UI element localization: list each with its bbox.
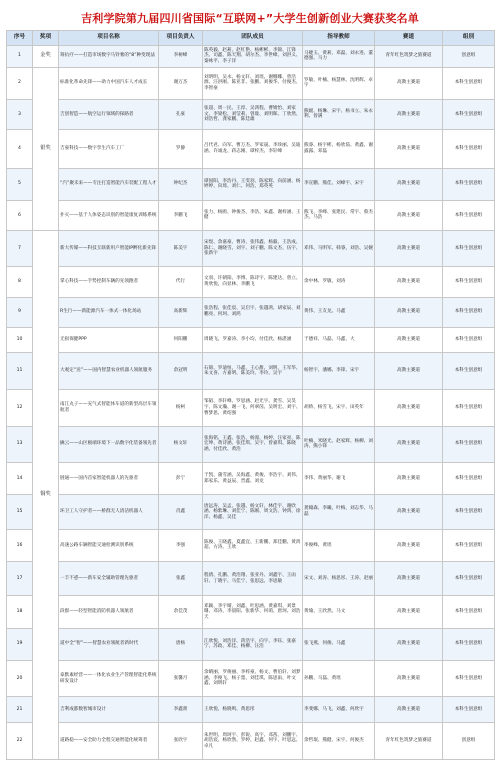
cell-members: 张力、杨鸥、钟俊杰、李浩、朱鑫、谢梓涵、王健 bbox=[203, 200, 303, 230]
cell-advisor: 于德祥、马磊、马鑫、大 bbox=[303, 327, 375, 353]
table-row bbox=[7, 99, 495, 129]
cell-no: 18 bbox=[7, 596, 33, 628]
cell-track: 高教主赛道 bbox=[375, 267, 443, 297]
cell-advisor: 马婕玉、黄莉、邓磊、刘永进、董德强、马力 bbox=[303, 46, 375, 68]
header-members: 团队成员 bbox=[203, 31, 303, 46]
page-title: 吉利学院第九届四川省国际“互联网+”大学生创新创业大赛获奖名单 bbox=[81, 12, 419, 25]
cell-track: 青年红色筑梦之旅赛道 bbox=[375, 723, 443, 760]
cell-members: 唐远涛、吴孟、张越、杨文轩、林佳宇、谢欣涵、杨紫琳、刘佳宁、陈刚、周文浩、钟鸿、徐洋、杨鑫、吴佳 bbox=[203, 495, 303, 529]
cell-members: 朱世明、周珂宇、彭锐、高宇、邓茜、刘鹏宇、胡浩宸、杨欣然、罗婷、赵鑫、何宇、叶思远、卓凡 bbox=[203, 723, 303, 760]
cell-project: 吉豪科技——数字孪生汽车工厂 bbox=[59, 129, 159, 168]
cell-project: 泰默素经营——一体化农业生产管理智能化系统研发设计 bbox=[59, 660, 159, 697]
cell-track: 高教主赛道 bbox=[375, 495, 443, 529]
table-row bbox=[7, 46, 495, 68]
cell-group: 本科生创意组 bbox=[443, 297, 495, 327]
cell-advisor: 黄伟、王友龙、马鑫 bbox=[303, 297, 375, 327]
cell-track: 高教主赛道 bbox=[375, 463, 443, 495]
cell-project: 新大传媒——科技互联新用户智能IP孵化新先锋 bbox=[59, 230, 159, 267]
cell-members: 于凯、蒲雪涵、吴海鑫、黄俊、李浩宇、刘伟、郑家乐、黄益辰、晋鑫、刘龙 bbox=[203, 463, 303, 495]
cell-group: 本科生创意组 bbox=[443, 697, 495, 723]
cell-group: 本科生创意组 bbox=[443, 230, 495, 267]
cell-award: 金奖 bbox=[33, 46, 59, 68]
table-row bbox=[7, 353, 495, 390]
cell-members: 周晓飞、罗嘉涛、李小均、付佳欣、杨湛涵 bbox=[203, 327, 303, 353]
cell-track: 高教主赛道 bbox=[375, 297, 443, 327]
cell-group: 本科生创意组 bbox=[443, 561, 495, 595]
cell-no: 11 bbox=[7, 353, 33, 390]
cell-group: 本科生创意组 bbox=[443, 327, 495, 353]
cell-advisor: 叶楠、米晓光、赵家辉、杨柳、刘涛、熊小锋 bbox=[303, 426, 375, 463]
cell-track: 高教主赛道 bbox=[375, 230, 443, 267]
cell-group: 本科生创意组 bbox=[443, 628, 495, 660]
cell-track: 高教主赛道 bbox=[375, 529, 443, 561]
cell-no: 20 bbox=[7, 660, 33, 697]
cell-advisor: 李伟、黄丽华、谢飞 bbox=[303, 463, 375, 495]
cell-advisor: 张飞燕、何俊、马鑫 bbox=[303, 628, 375, 660]
cell-advisor: 罗敏、叶楠、杨慧林、沈明辉、卓宇 bbox=[303, 67, 375, 99]
cell-advisor: 熊媛、杨琳、宋宇、杨书立、朱永利、曾满 bbox=[303, 99, 375, 129]
cell-track: 高教主赛道 bbox=[375, 426, 443, 463]
cell-leader: 李鹏飞 bbox=[159, 200, 203, 230]
cell-no: 16 bbox=[7, 529, 33, 561]
cell-members: 陈英毅、赵莉、赵红艳、杨彬彬、李锦、江锋杰、司鑫、陈天翔、胡尔杰、李世峰、刘洪义、秦咏平、李子洋 bbox=[203, 46, 303, 68]
table-row bbox=[7, 660, 495, 697]
cell-no: 9 bbox=[7, 297, 33, 327]
cell-group: 本科生创意组 bbox=[443, 389, 495, 426]
cell-members: 谭国阳、李浩丹、王雯羽、陈家辉、向前涵、杨婷婷、向琦、刘仁、何浩、郑英英 bbox=[203, 168, 303, 200]
cell-project: 段群——轻型智能消防机器人领航者 bbox=[59, 596, 159, 628]
cell-members: 宋煜、余嘉豪、曹涛、张伟鑫、杨毅、王浩成、陈仁、谢晓雪、刘宇、刘子鹏、陈文杰、伍宇、张新宇 bbox=[203, 230, 303, 267]
cell-track: 高教主赛道 bbox=[375, 168, 443, 200]
cell-members: 刘明明、吴永、杨文轩、刘瑶、谢娜娜、曾浩源、汪洪刚、陈亚非、张鹏、刘俊华、付俊杰、李智豪 bbox=[203, 67, 303, 99]
cell-members: 张海铭、王鑫、张浩、杨漫、杨婷、汪家亮、陈宏坤、黄诗涵、张佳琪、吴宇、曾嘉琪、陈晓涵、付佳欣、黄浩 bbox=[203, 426, 303, 463]
cell-project: R生行——新能源汽车一体式一体化场站 bbox=[59, 297, 159, 327]
cell-leader: 余冠明 bbox=[159, 353, 203, 390]
cell-group: 本科生创意组 bbox=[443, 67, 495, 99]
cell-leader: 肖鑫 bbox=[159, 495, 203, 529]
cell-project: 筹抗疗——打造市场数字马铃薯的“8”种变现法 bbox=[59, 46, 159, 68]
cell-leader: 陈美宇 bbox=[159, 230, 203, 267]
cell-track: 高教主赛道 bbox=[375, 596, 443, 628]
cell-group: 本科生创意组 bbox=[443, 267, 495, 297]
cell-project: 吉利成都数智城市设计 bbox=[59, 697, 159, 723]
cell-no: 2 bbox=[7, 67, 33, 99]
cell-advisor: 宋文、刘涛、杨思彤、王涛、赵丽 bbox=[303, 561, 375, 595]
cell-track: 高教主赛道 bbox=[375, 99, 443, 129]
cell-no: 10 bbox=[7, 327, 33, 353]
award-table bbox=[6, 30, 495, 760]
cell-no: 5 bbox=[7, 168, 33, 200]
cell-members: 程倩、孔鹏、黄浩翔、张亚丹、刘鑫宇、王雨轩、丁晓宇、马佳宁、张思远、李思敏 bbox=[203, 561, 303, 595]
cell-members: 石锦、罗迪恒、马鑫、王心甜、刘明、王军华、朱文喜、方嘉明、陈美玲、李玲、吴宇 bbox=[203, 353, 303, 390]
cell-project: 擒云——山区极端环境下一品数字化装备领先者 bbox=[59, 426, 159, 463]
cell-leader: 余佳茂 bbox=[159, 596, 203, 628]
cell-no: 6 bbox=[7, 200, 33, 230]
cell-advisor: 熊飞、李峰、张建民、常宇、蔡杰杰、马浩 bbox=[303, 200, 375, 230]
table-row bbox=[7, 529, 495, 561]
cell-no: 22 bbox=[7, 723, 33, 760]
cell-leader: 李强 bbox=[159, 529, 203, 561]
cell-project: 南江丸子——充气式智能体车道的新型高层车领航者 bbox=[59, 389, 159, 426]
cell-no: 15 bbox=[7, 495, 33, 529]
cell-members: 文羽、许朝阳、李博、陈诗宇、陈建达、曾立、黄欣悦、向显林、李鹏飞 bbox=[203, 267, 303, 297]
cell-no: 13 bbox=[7, 426, 33, 463]
cell-track: 高教主赛道 bbox=[375, 697, 443, 723]
cell-award: 铜奖 bbox=[33, 230, 59, 759]
cell-advisor: 邓伟、马明军、韩睿、刘浩、吴婉 bbox=[303, 230, 375, 267]
cell-no: 17 bbox=[7, 561, 33, 595]
cell-no: 7 bbox=[7, 230, 33, 267]
cell-leader: 李树峰 bbox=[159, 46, 203, 68]
cell-group: 本科生创意组 bbox=[443, 495, 495, 529]
cell-no: 8 bbox=[7, 267, 33, 297]
table-row bbox=[7, 67, 495, 99]
cell-project: “汽”聚未来——专注打造智能汽车装配工程人才 bbox=[59, 168, 159, 200]
cell-project: 吉创智造——航空运行领域的探路者 bbox=[59, 99, 159, 129]
cell-advisor: 杨智宇、潘娜、李锋、宋宇 bbox=[303, 353, 375, 390]
table-row bbox=[7, 200, 495, 230]
cell-project: 扑灭——基于人体姿态识别的智能康复训练系统 bbox=[59, 200, 159, 230]
cell-no: 14 bbox=[7, 463, 33, 495]
cell-track: 高教主赛道 bbox=[375, 327, 443, 353]
table-row bbox=[7, 230, 495, 267]
cell-no: 21 bbox=[7, 697, 33, 723]
cell-group: 创意组 bbox=[443, 723, 495, 760]
cell-members: 陈俊、王晓鑫、夏鑫宜、王新鹏、郑佳鹏、黄鸿超、方涛、王欣 bbox=[203, 529, 303, 561]
cell-group: 本科生创意组 bbox=[443, 168, 495, 200]
header-leader: 项目负责人 bbox=[159, 31, 203, 46]
table-row bbox=[7, 168, 495, 200]
cell-no: 19 bbox=[7, 628, 33, 660]
cell-project: 道中全“智”——智慧农业领航者新时代 bbox=[59, 628, 159, 660]
cell-advisor: 胡娇、杨雪飞、宋宇、田英年 bbox=[303, 389, 375, 426]
cell-track: 高教主赛道 bbox=[375, 200, 443, 230]
cell-track: 高教主赛道 bbox=[375, 67, 443, 99]
cell-members: 江欣悦、刘浩洋、蒋浩宇、向宇、李钰、张嘉宁、苏政、邓佳、杨柳、汪浩 bbox=[203, 628, 303, 660]
table-row bbox=[7, 267, 495, 297]
header-group: 组别 bbox=[443, 31, 495, 46]
cell-leader: 唐杨 bbox=[159, 628, 203, 660]
cell-members: 余晴丽、罗俊丽、李梓豪、杨文、曹伯轩、刘梦涵、李俊飞、杨子墨、刘佳琪、陈思雨、叶文鑫、刘明轩 bbox=[203, 660, 303, 697]
table-row bbox=[7, 463, 495, 495]
cell-no: 1 bbox=[7, 46, 33, 68]
cell-leader: 孔豪 bbox=[159, 99, 203, 129]
cell-leader: 钟纪杰 bbox=[159, 168, 203, 200]
cell-project: 链通——国内首家智能机器人的先驱者 bbox=[59, 463, 159, 495]
cell-leader: 李鑫蕾 bbox=[159, 697, 203, 723]
cell-advisor: 熊睿、杨宇彬、杨欣茹、黄鑫、谢露露、邓磊 bbox=[303, 129, 375, 168]
table-row bbox=[7, 327, 495, 353]
table-row bbox=[7, 297, 495, 327]
cell-leader: 代行 bbox=[159, 267, 203, 297]
table-row bbox=[7, 723, 495, 760]
cell-advisor: 黄瑜、王欣然、马文 bbox=[303, 596, 375, 628]
cell-track: 高教主赛道 bbox=[375, 561, 443, 595]
cell-group: 本科生创意组 bbox=[443, 353, 495, 390]
cell-advisor: 李斐娜、马飞、刘鑫、何欣宇 bbox=[303, 697, 375, 723]
cell-no: 4 bbox=[7, 129, 33, 168]
cell-leader: 杨文轩 bbox=[159, 426, 203, 463]
cell-advisor: 余中林、罗敏、刘涛 bbox=[303, 267, 375, 297]
table-row bbox=[7, 596, 495, 628]
cell-project: 掌心科技——手势控制车辆的先领跑者 bbox=[59, 267, 159, 297]
cell-project: 道路稳——安全助力全程交通智能化统筹者 bbox=[59, 723, 159, 760]
header-award: 奖项 bbox=[33, 31, 59, 46]
cell-track: 高教主赛道 bbox=[375, 129, 443, 168]
cell-track: 青年红色筑梦之旅赛道 bbox=[375, 46, 443, 68]
table-header-row bbox=[7, 31, 495, 46]
cell-leader: 谢万杰 bbox=[159, 67, 203, 99]
cell-project: 大观定“送”——国内智慧农业机器人领航服务 bbox=[59, 353, 159, 390]
cell-group: 创意组 bbox=[443, 46, 495, 68]
cell-no: 12 bbox=[7, 389, 33, 426]
table-row bbox=[7, 495, 495, 529]
cell-group: 本科生创意组 bbox=[443, 99, 495, 129]
cell-project: 高速公路车辆智能交通检测识别系统 bbox=[59, 529, 159, 561]
cell-advisor: 余哲珉、熊健、宋宇、何俊杰 bbox=[303, 723, 375, 760]
cell-members: 王欣悦、杨晓鸣、黄思彤 bbox=[203, 697, 303, 723]
table-row bbox=[7, 426, 495, 463]
cell-advisor: 孙鹏、马磊、黄瑶 bbox=[303, 660, 375, 697]
cell-project: 无损保健PPP bbox=[59, 327, 159, 353]
header-no: 序号 bbox=[7, 31, 33, 46]
cell-group: 本科生创意组 bbox=[443, 463, 495, 495]
cell-leader: 张欣宇 bbox=[159, 723, 203, 760]
cell-group: 本科生创意组 bbox=[443, 596, 495, 628]
cell-leader: 张馨月 bbox=[159, 660, 203, 697]
cell-group: 本科生创意组 bbox=[443, 426, 495, 463]
cell-members: 张超、周一民、王淳、吴鸿程、曹婧怡、刘家文、李梁松、刘莹莉、曾珑、刘明晖、丁欣然、刘浩哲、龚家鹏、陈廷雄 bbox=[203, 99, 303, 129]
cell-leader: 何阳鹏 bbox=[159, 327, 203, 353]
cell-track: 高教主赛道 bbox=[375, 389, 443, 426]
cell-group: 本科生创意组 bbox=[443, 660, 495, 697]
table-row bbox=[7, 561, 495, 595]
cell-members: 张浩程、张佳宸、吴启宇、张越鸿、胡家辰、刘鹏亮、何珂、刘鸿 bbox=[203, 297, 303, 327]
cell-members: 邹韬、李轩峰、罗思涵、赵光宇、龚雪、吴昊宇、陈文瀚、谢一飞、何翠茵、吴明宏、刘宇、曹梦思、黄绍强 bbox=[203, 389, 303, 426]
cell-project: 一丰不惑——新车安全辅助管理先驱者 bbox=[59, 561, 159, 595]
table-row bbox=[7, 389, 495, 426]
cell-project: 环卫工人守护者——桥群无人清洁机器人 bbox=[59, 495, 159, 529]
cell-group: 本科生创意组 bbox=[443, 129, 495, 168]
cell-leader: 杨柯 bbox=[159, 389, 203, 426]
cell-project: 标准化革命先锋——助力中国汽车人才成长 bbox=[59, 67, 159, 99]
cell-members: 邓颖、李宇晴、刘鑫、叶思涵、黄嘉琪、刘景珊、邓涛、李晨阳、张新华、何萌、唐珂、刘浩天 bbox=[203, 596, 303, 628]
cell-track: 高教主赛道 bbox=[375, 628, 443, 660]
cell-no: 3 bbox=[7, 99, 33, 129]
table-row bbox=[7, 129, 495, 168]
cell-group: 本科生创意组 bbox=[443, 200, 495, 230]
cell-advisor: 龚翰森、李曦、叶梅、刘志华、马磊 bbox=[303, 495, 375, 529]
header-advisor: 指导教师 bbox=[303, 31, 375, 46]
cell-award: 银奖 bbox=[33, 67, 59, 230]
table-row bbox=[7, 628, 495, 660]
header-track: 赛道 bbox=[375, 31, 443, 46]
table-row bbox=[7, 697, 495, 723]
cell-leader: 张鑫 bbox=[159, 561, 203, 595]
cell-group: 本科生创意组 bbox=[443, 529, 495, 561]
cell-advisor: 李俊峰、黄瑶 bbox=[303, 529, 375, 561]
header-project: 项目名称 bbox=[59, 31, 159, 46]
cell-track: 高教主赛道 bbox=[375, 660, 443, 697]
cell-advisor: 李宣鹏、熊佳、刘峰宇、宋宇 bbox=[303, 168, 375, 200]
cell-leader: 高新辉 bbox=[159, 297, 203, 327]
cell-leader: 罗静 bbox=[159, 129, 203, 168]
cell-track: 高教主赛道 bbox=[375, 353, 443, 390]
cell-leader: 彭宁 bbox=[159, 463, 203, 495]
cell-members: 吕代君、向军、曹万杰、罗家晟、李珍丽、吴迪涵、许诚龙、蒋志刚、谭梓杰、李轩峰 bbox=[203, 129, 303, 168]
